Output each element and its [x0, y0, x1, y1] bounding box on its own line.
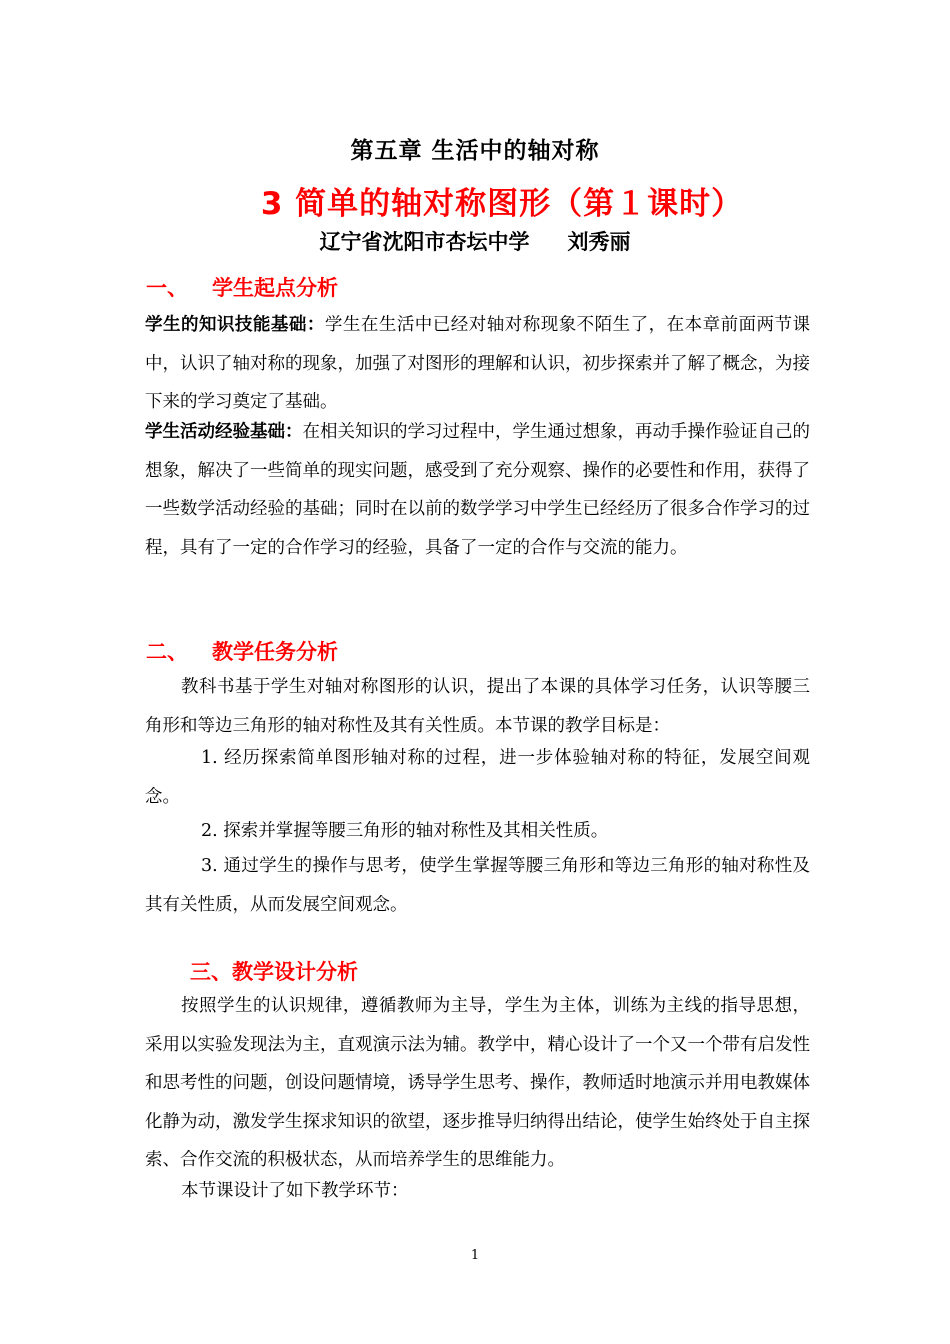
section-heading-2	[146, 636, 338, 666]
paragraph-lead: 学生的知识技能基础：	[145, 315, 325, 335]
lesson-title: 3 简单的轴对称图形（第１课时）	[260, 186, 744, 222]
paragraph-lead: 学生活动经验基础：	[145, 422, 303, 442]
page-number: 1	[470, 1248, 480, 1263]
section-title: 教学任务分析	[212, 640, 338, 664]
paragraph-text: 学生在生活中已经对轴对称现象不陌生了，在本章前面两节课中，认识了轴对称的现象，加强了对图形的理解和认识，初步探索并了解了概念，为接下来的学习奠定了基础。	[145, 315, 811, 412]
list-item-goal-2: 2. 探索并掌握等腰三角形的轴对称性及其相关性质。	[201, 821, 609, 841]
paragraph-activity-basis	[145, 413, 810, 567]
author-line	[0, 226, 950, 256]
section-heading-1	[146, 272, 338, 302]
author-name: 刘秀丽	[567, 230, 631, 254]
paragraph-task-intro: 教科书基于学生对轴对称图形的认识，提出了本课的具体学习任务，认识等腰三角形和等边三角形的轴对称性及其有关性质。本节课的教学目标是：	[145, 677, 810, 736]
list-item-goal-1: 1. 经历探索简单图形轴对称的过程，进一步体验轴对称的特征，发展空间观念。	[145, 748, 810, 807]
paragraph-design-steps: 本节课设计了如下教学环节：	[181, 1181, 409, 1201]
section-number: 三、	[190, 960, 232, 984]
section-title: 教学设计分析	[232, 960, 358, 984]
section-title: 学生起点分析	[212, 276, 338, 300]
section-number: 一、	[146, 276, 188, 300]
school-name: 辽宁省沈阳市杏坛中学	[319, 230, 530, 254]
section-heading-3	[190, 956, 358, 986]
chapter-title: 第五章 生活中的轴对称	[350, 138, 600, 164]
list-item-goal-3: 3. 通过学生的操作与思考，使学生掌握等腰三角形和等边三角形的轴对称性及其有关性质，从而发展空间观念。	[145, 856, 810, 915]
paragraph-design-analysis: 按照学生的认识规律，遵循教师为主导，学生为主体，训练为主线的指导思想，采用以实验发现法为主，直观演示法为辅。教学中，精心设计了一个又一个带有启发性和思考性的问题，创设问题情境，诱导学生思考、操作，教师适时地演示并用电教媒体化静为动，激发学生探求知识的欲望，逐步推导归纳得出结论，使学生始终处于自主探索、合作交流的积极状态，从而培养学生的思维能力。	[145, 996, 810, 1170]
paragraph-knowledge-basis	[145, 306, 810, 422]
section-number: 二、	[146, 640, 188, 664]
paragraph-text: 在相关知识的学习过程中，学生通过想象，再动手操作验证自己的想象，解决了一些简单的现实问题，感受到了充分观察、操作的必要性和作用，获得了一些数学活动经验的基础；同时在以前的数学学习中学生已经经历了很多合作学习的过程，具有了一定的合作学习的经验，具备了一定的合作与交流的能力。	[145, 422, 810, 558]
